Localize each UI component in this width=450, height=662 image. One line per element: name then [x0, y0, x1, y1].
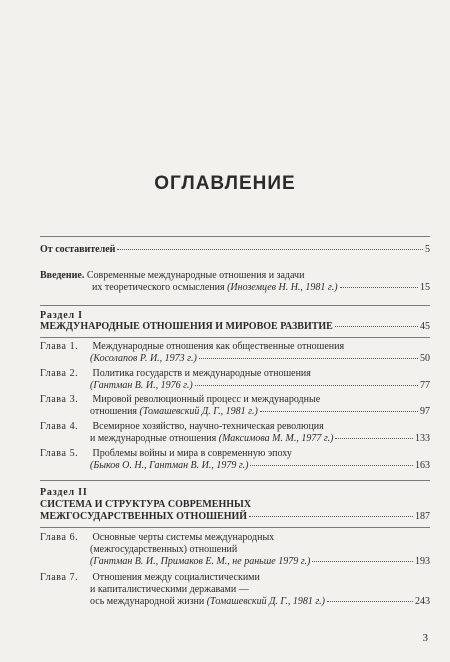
- chapter-title: Отношения между социалистическими: [92, 572, 260, 583]
- toc-entry-title: их теоретического осмысления: [92, 282, 225, 293]
- chapter-label: Глава 5.: [40, 448, 79, 459]
- toc-chapter-5-cont[interactable]: [40, 460, 430, 472]
- toc-page-number: 97: [420, 406, 430, 417]
- chapter-title-cont: и международные отношения: [90, 433, 217, 444]
- toc-chapter-3-cont[interactable]: [40, 406, 430, 418]
- toc-chapter-3[interactable]: [40, 394, 430, 406]
- toc-chapter-4-cont[interactable]: [40, 433, 430, 445]
- toc-page-number: 243: [415, 596, 430, 607]
- toc-chapter-7-cont[interactable]: [40, 596, 430, 608]
- toc-chapter-1[interactable]: [40, 341, 430, 353]
- toc-chapter-4[interactable]: [40, 421, 430, 433]
- toc-entry-author: (Иноземцев Н. Н., 1981 г.): [227, 282, 338, 293]
- page-number: 3: [422, 632, 428, 644]
- chapter-title-cont: отношения: [90, 406, 138, 417]
- chapter-title: Всемирное хозяйство, научно-техническая революция: [92, 421, 324, 432]
- toc-chapter-2[interactable]: [40, 368, 430, 380]
- section-title: СИСТЕМА И СТРУКТУРА СОВРЕМЕННЫХ: [40, 499, 252, 510]
- section-heading: Раздел II: [40, 487, 88, 498]
- chapter-author: (Косолапов Р. И., 1973 г.): [90, 353, 197, 364]
- toc-page-number: 193: [415, 556, 430, 567]
- leader-dots: [312, 560, 413, 562]
- chapter-author: (Гантман В. И., 1976 г.): [90, 380, 193, 391]
- chapter-author: (Томашевский Д. Г., 1981 г.): [139, 406, 258, 417]
- toc-entry-introduction[interactable]: [40, 270, 430, 282]
- chapter-label: Глава 7.: [40, 572, 79, 583]
- chapter-author: (Томашевский Д. Г., 1981 г.): [206, 596, 325, 607]
- leader-dots: [327, 600, 413, 602]
- toc-entry-introduction-cont[interactable]: [40, 282, 430, 294]
- chapter-title: Мировой революционный процесс и международные: [92, 394, 321, 405]
- toc-entry-from-compilers[interactable]: [40, 244, 430, 256]
- toc-page-number: 133: [415, 433, 430, 444]
- toc-entry-title: Современные международные отношения и задачи: [86, 270, 305, 281]
- toc-page-number: 187: [415, 511, 430, 522]
- toc-page-number: 45: [420, 321, 430, 332]
- toc-page-number: 163: [415, 460, 430, 471]
- leader-dots: [335, 325, 418, 327]
- chapter-title: Политика государств и международные отношения: [92, 368, 311, 379]
- chapter-label: Глава 6.: [40, 532, 79, 543]
- leader-dots: [340, 286, 418, 288]
- section-heading: Раздел I: [40, 310, 83, 321]
- page-title: ОГЛАВЛЕНИЕ: [154, 173, 296, 194]
- leader-dots: [199, 357, 418, 359]
- leader-dots: [117, 248, 423, 250]
- divider: [40, 480, 430, 481]
- divider: [40, 337, 430, 338]
- leader-dots: [195, 384, 418, 386]
- leader-dots: [249, 515, 413, 517]
- toc-chapter-7[interactable]: [40, 572, 430, 584]
- toc-entry-label: От составителей: [40, 244, 116, 255]
- divider: [40, 236, 430, 237]
- toc-page-number: 15: [420, 282, 430, 293]
- toc-chapter-2-cont[interactable]: [40, 380, 430, 392]
- toc-entry-label: Введение.: [40, 270, 85, 281]
- chapter-label: Глава 2.: [40, 368, 79, 379]
- toc-section-1[interactable]: [40, 321, 430, 333]
- chapter-label: Глава 4.: [40, 421, 79, 432]
- chapter-title: Основные черты системы международных: [92, 532, 275, 543]
- chapter-title: Международные отношения как общественные отношения: [92, 341, 345, 352]
- chapter-author: (Максимова М. М., 1977 г.): [218, 433, 334, 444]
- toc-chapter-1-cont[interactable]: [40, 353, 430, 365]
- chapter-author: (Быков О. Н., Гантман В. И., 1979 г.): [90, 460, 249, 471]
- section-title: МЕЖДУНАРОДНЫЕ ОТНОШЕНИЯ И МИРОВОЕ РАЗВИТИЕ: [40, 321, 333, 332]
- toc-chapter-6[interactable]: [40, 532, 430, 544]
- chapter-title-cont: и капиталистическими державами —: [90, 584, 249, 595]
- chapter-author: (Гантман В. И., Примаков Е. М., не раньше 1979 г.): [90, 556, 311, 567]
- chapter-title-cont: (межгосударственных) отношений: [90, 544, 238, 555]
- leader-dots: [260, 410, 418, 412]
- section-title-cont: МЕЖГОСУДАРСТВЕННЫХ ОТНОШЕНИЙ: [40, 511, 248, 522]
- toc-chapter-5[interactable]: [40, 448, 430, 460]
- leader-dots: [335, 437, 413, 439]
- toc-page-number: 77: [420, 380, 430, 391]
- leader-dots: [250, 464, 413, 466]
- toc-page-number: 5: [425, 244, 430, 255]
- divider: [40, 305, 430, 306]
- chapter-title-cont: ось международной жизни: [90, 596, 205, 607]
- chapter-title: Проблемы войны и мира в современную эпоху: [92, 448, 292, 459]
- toc-section-2[interactable]: [40, 511, 430, 523]
- toc-page-number: 50: [420, 353, 430, 364]
- divider: [40, 527, 430, 528]
- chapter-label: Глава 1.: [40, 341, 79, 352]
- toc-chapter-6-cont[interactable]: [40, 556, 430, 568]
- chapter-label: Глава 3.: [40, 394, 79, 405]
